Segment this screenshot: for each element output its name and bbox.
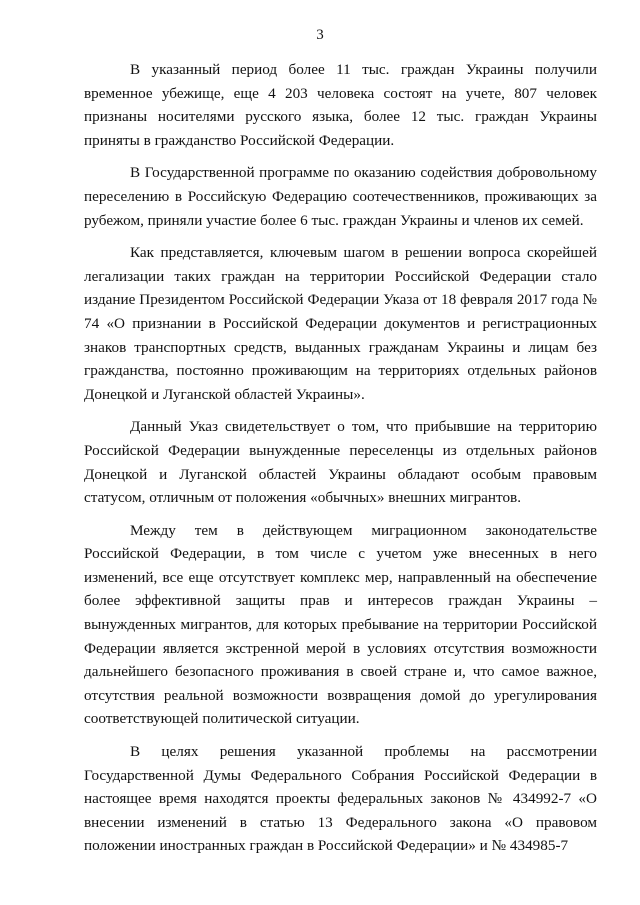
- paragraph-draft-laws: В целях решения указанной проблемы на рассмотрении Государственной Думы Федерального Собрания Российской Федерации в настоящее время находятся проекты федеральных законов № 434992-7 «О внесении изменений в статью 13 Федерального закона «О правовом положении иностранных граждан в Российской Федерации» и № 434985-7: [84, 743, 597, 855]
- paragraph-resettlement-program: В Государственной программе по оказанию содействия добровольному переселению в Российскую Федерацию соотечественников, проживающих за рубежом, приняли участие более 6 тыс. граждан Украины и членов их семей.: [84, 164, 597, 229]
- page-number: 3: [316, 27, 324, 43]
- paragraph-temporary-asylum: В указанный период более 11 тыс. граждан Украины получили временное убежище, еще 4 203 человека состоят на учете, 807 человек признаны носителями русского языка, более 12 тыс. граждан Украины приняты в гражданство Российской Федерации.: [84, 61, 597, 149]
- paragraph-decree-status: Данный Указ свидетельствует о том, что прибывшие на территорию Российской Федерации вынужденные переселенцы из отдельных районов Донецкой и Луганской областей Украины обладают особым правовым статусом, отличным от положения «обычных» внешних мигрантов.: [84, 418, 597, 507]
- paragraph-migration-legislation: Между тем в действующем миграционном законодательстве Российской Федерации, в том числе с учетом уже внесенных в него изменений, все еще отсутствует комплекс мер, направленный на обеспечение более эффективной защиты прав и интересов граждан Украины – вынужденных мигрантов, для которых пребывание на территории Российской Федерации является экстренной мерой в условиях отсутствия возможности дальнейшего безопасного проживания в своей стране и, что самое важное, отсутствия реальной возможности возвращения домой до урегулирования соответствующей политической ситуации.: [84, 521, 597, 728]
- document-body: [84, 58, 597, 867]
- paragraph-presidential-decree: Как представляется, ключевым шагом в решении вопроса скорейшей легализации таких граждан на территории Российской Федерации стало издание Президентом Российской Федерации Указа от 18 февраля 2017 года № 74 «О признании в Российской Федерации документов и регистрационных знаков транспортных средств, выданных гражданам Украины и лицам без гражданства, постоянно проживающим на территориях отдельных районов Донецкой и Луганской областей Украины».: [84, 244, 597, 403]
